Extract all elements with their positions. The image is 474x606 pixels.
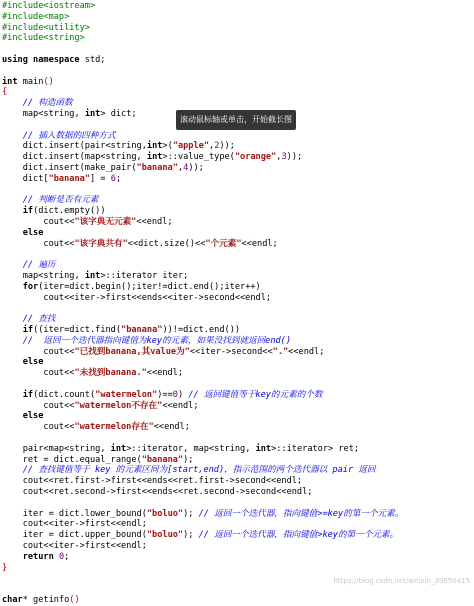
code-token: // 查找键值等于 key 的元素区间为[start,end)，指示范围的两个迭代器以 pair 返回 xyxy=(2,465,376,476)
code-token: std; xyxy=(79,55,106,65)
code-token: , xyxy=(136,152,147,163)
code-token: <<endl; xyxy=(288,346,325,357)
code-token: (iter=dict.begin();iter!=dict.end();iter++) xyxy=(38,281,261,292)
code-token: cout<< xyxy=(2,422,75,433)
code-token: <<iter->second<< xyxy=(189,346,273,357)
code-token: else xyxy=(22,411,44,422)
code-token: dict.insert(map< xyxy=(2,152,106,163)
code-token: )== xyxy=(157,389,173,400)
code-token: () xyxy=(69,595,80,605)
code-line xyxy=(2,54,105,66)
code-token xyxy=(2,390,23,400)
code-token: // 返回键值等于key的元素的个数 xyxy=(188,389,323,400)
code-token: , xyxy=(100,443,111,454)
code-token: // 构造函数 xyxy=(2,98,73,109)
code-token xyxy=(2,552,23,562)
code-token: >::value_type( xyxy=(162,152,235,163)
code-token: , xyxy=(74,109,85,119)
code-token: { xyxy=(2,87,8,98)
code-token: pair<map< xyxy=(2,443,70,454)
code-token: cout<< xyxy=(2,346,75,357)
code-token: 4 xyxy=(183,163,189,173)
watermark-text: https://blog.csdn.net/weixin_39650415 xyxy=(333,577,470,585)
code-token: string xyxy=(69,443,101,454)
code-token: #include<string> xyxy=(2,33,85,44)
code-token: , xyxy=(177,163,184,173)
code-line xyxy=(2,486,312,498)
code-token: "." xyxy=(272,346,289,357)
code-token: // 返回一个迭代器，指向键值>=key的第一个元素。 xyxy=(198,508,404,519)
code-token: )); xyxy=(286,152,303,163)
code-token: ret = dict.equal_range( xyxy=(2,454,142,465)
code-token: ; xyxy=(115,173,122,184)
code-token: string xyxy=(43,271,75,281)
code-token: (dict.empty()) xyxy=(33,206,106,217)
code-token: // 插入数据的四种方式 xyxy=(2,130,116,141)
code-token: ); xyxy=(183,454,194,465)
code-token: ) xyxy=(177,389,189,400)
code-token: iter = dict.lower_bound( xyxy=(2,508,147,519)
code-line xyxy=(2,32,85,44)
code-token: cout<<ret.first->first<<ends<<ret.first->second<<endl; xyxy=(2,476,303,487)
code-token: cout<< xyxy=(2,400,75,411)
code-line xyxy=(2,594,80,606)
code-token: "个元素" xyxy=(205,238,242,249)
code-token: else xyxy=(22,357,44,368)
code-token: iter = dict.upper_bound( xyxy=(2,530,147,541)
code-line xyxy=(2,292,271,304)
code-line xyxy=(2,173,121,185)
code-token: string xyxy=(105,152,137,163)
code-token: return xyxy=(22,551,54,562)
code-token xyxy=(2,357,23,367)
code-token: cout<<ret.second->first<<ends<<ret.second->second<<endl; xyxy=(2,487,313,497)
code-token: >( xyxy=(162,141,173,152)
code-token: ] = xyxy=(89,173,111,184)
code-token: <<endl; xyxy=(241,238,278,249)
code-token: "boluo" xyxy=(146,508,184,519)
code-token: <<endl; xyxy=(146,368,184,379)
code-line xyxy=(2,421,190,433)
code-token: #include<map> xyxy=(2,11,70,22)
code-line xyxy=(2,562,7,574)
code-token: cout<<iter->first<<endl; xyxy=(2,519,147,530)
code-line xyxy=(2,346,324,358)
code-token: * getinfo xyxy=(22,595,70,605)
code-token: string xyxy=(110,141,142,152)
code-token: cout<< xyxy=(2,217,75,227)
screenshot-tooltip xyxy=(176,110,296,130)
code-line xyxy=(2,108,137,120)
code-token: "该字典共有" xyxy=(74,238,128,249)
code-token: , xyxy=(209,141,215,152)
code-token: if xyxy=(22,206,34,217)
code-token: ); xyxy=(183,530,199,541)
code-token: >::iterator> ret; xyxy=(271,443,360,454)
code-token: <<endl; xyxy=(162,400,199,411)
code-token: >::iterator iter; xyxy=(100,271,189,281)
code-token: // 查找 xyxy=(2,314,56,325)
code-token: "apple" xyxy=(172,141,209,152)
code-token: #include<iostream> xyxy=(2,1,96,11)
code-token: dict[ xyxy=(2,173,49,184)
code-token: for xyxy=(22,281,39,292)
code-token: // 判断是否有元素 xyxy=(2,195,99,206)
code-token: "该字典无元素" xyxy=(74,217,137,227)
code-token xyxy=(2,325,23,335)
code-token: using namespace xyxy=(2,55,80,65)
code-line xyxy=(2,551,69,563)
code-token xyxy=(2,411,23,421)
code-token: "已找到banana,其value为" xyxy=(74,346,190,357)
code-token: if xyxy=(22,325,34,335)
code-token: ; xyxy=(64,551,70,562)
code-editor[interactable] xyxy=(2,0,472,605)
code-token: cout<<iter->first<<endl; xyxy=(2,541,147,551)
code-token: else xyxy=(22,227,44,238)
code-token: 0 xyxy=(172,389,178,400)
code-token: "orange" xyxy=(234,152,277,163)
code-token: , xyxy=(276,152,282,163)
code-token xyxy=(2,206,23,216)
code-token: <<dict.size()<< xyxy=(127,238,206,249)
code-token: , xyxy=(245,443,256,454)
code-token: map< xyxy=(2,271,44,281)
code-token: map< xyxy=(2,109,44,119)
code-token: )); xyxy=(188,163,204,173)
code-token: "未找到banana." xyxy=(74,368,147,379)
code-token: "boluo" xyxy=(146,530,184,541)
code-token: // 返回一个迭代器，指向键值>key的第一个元素。 xyxy=(198,530,399,541)
code-token: dict.insert(pair< xyxy=(2,141,111,152)
code-token: dict.insert(make_pair( xyxy=(2,163,137,173)
code-token: () xyxy=(43,76,54,87)
code-token: main xyxy=(17,76,44,87)
code-token: ((iter=dict.find( xyxy=(33,325,122,335)
code-line xyxy=(2,238,278,250)
code-token: "watermelon不存在" xyxy=(74,400,163,411)
code-token: "banana" xyxy=(121,325,163,335)
code-token: char xyxy=(2,595,23,605)
code-token: int xyxy=(84,271,101,281)
code-token: "banana" xyxy=(141,454,184,465)
code-token: (dict.count( xyxy=(33,389,96,400)
code-token: <<endl; xyxy=(153,422,190,433)
code-token: ); xyxy=(183,508,199,519)
code-token: "banana" xyxy=(48,173,90,184)
code-token: if xyxy=(22,389,34,400)
code-token: cout<< xyxy=(2,238,75,249)
code-token: int xyxy=(110,443,127,454)
code-token: cout<<iter->first<<ends<<iter->second<<endl; xyxy=(2,292,272,303)
code-token: // 返回一个迭代器指向键值为key的元素，如果没找到就返回end() xyxy=(2,335,292,346)
code-token: cout<< xyxy=(2,368,75,379)
code-token: 0 xyxy=(58,551,65,562)
code-token: int xyxy=(146,141,163,152)
code-token: int xyxy=(146,152,163,163)
code-token: , xyxy=(74,271,85,281)
code-token: int xyxy=(84,109,101,119)
code-token: string xyxy=(214,443,246,454)
code-token: "watermelon存在" xyxy=(74,422,154,433)
code-token: #include<utility> xyxy=(2,22,90,33)
code-token: ))!=dict.end()) xyxy=(162,325,241,335)
code-line xyxy=(2,367,183,379)
watermark xyxy=(333,577,470,585)
code-token: <<endl; xyxy=(136,217,173,227)
code-token: , xyxy=(141,141,147,152)
code-token: >::iterator, map< xyxy=(126,443,215,454)
code-token: > dict; xyxy=(100,109,137,119)
code-token: } xyxy=(2,562,8,573)
code-token: // 遍历 xyxy=(2,260,56,271)
code-token xyxy=(2,228,23,238)
code-token: int xyxy=(2,76,18,87)
code-token: "banana" xyxy=(136,163,178,173)
code-token: int xyxy=(255,443,272,454)
code-token: 3 xyxy=(281,152,287,163)
code-token: string xyxy=(43,109,75,119)
code-line xyxy=(2,76,54,88)
code-token: )); xyxy=(219,141,235,152)
code-token: 2 xyxy=(214,141,220,152)
code-token: "watermelon" xyxy=(95,389,158,400)
code-token xyxy=(2,282,23,292)
code-token: 6 xyxy=(110,173,116,184)
tooltip-text: 滚动鼠标轴或单击，开始截长图 xyxy=(180,115,292,124)
